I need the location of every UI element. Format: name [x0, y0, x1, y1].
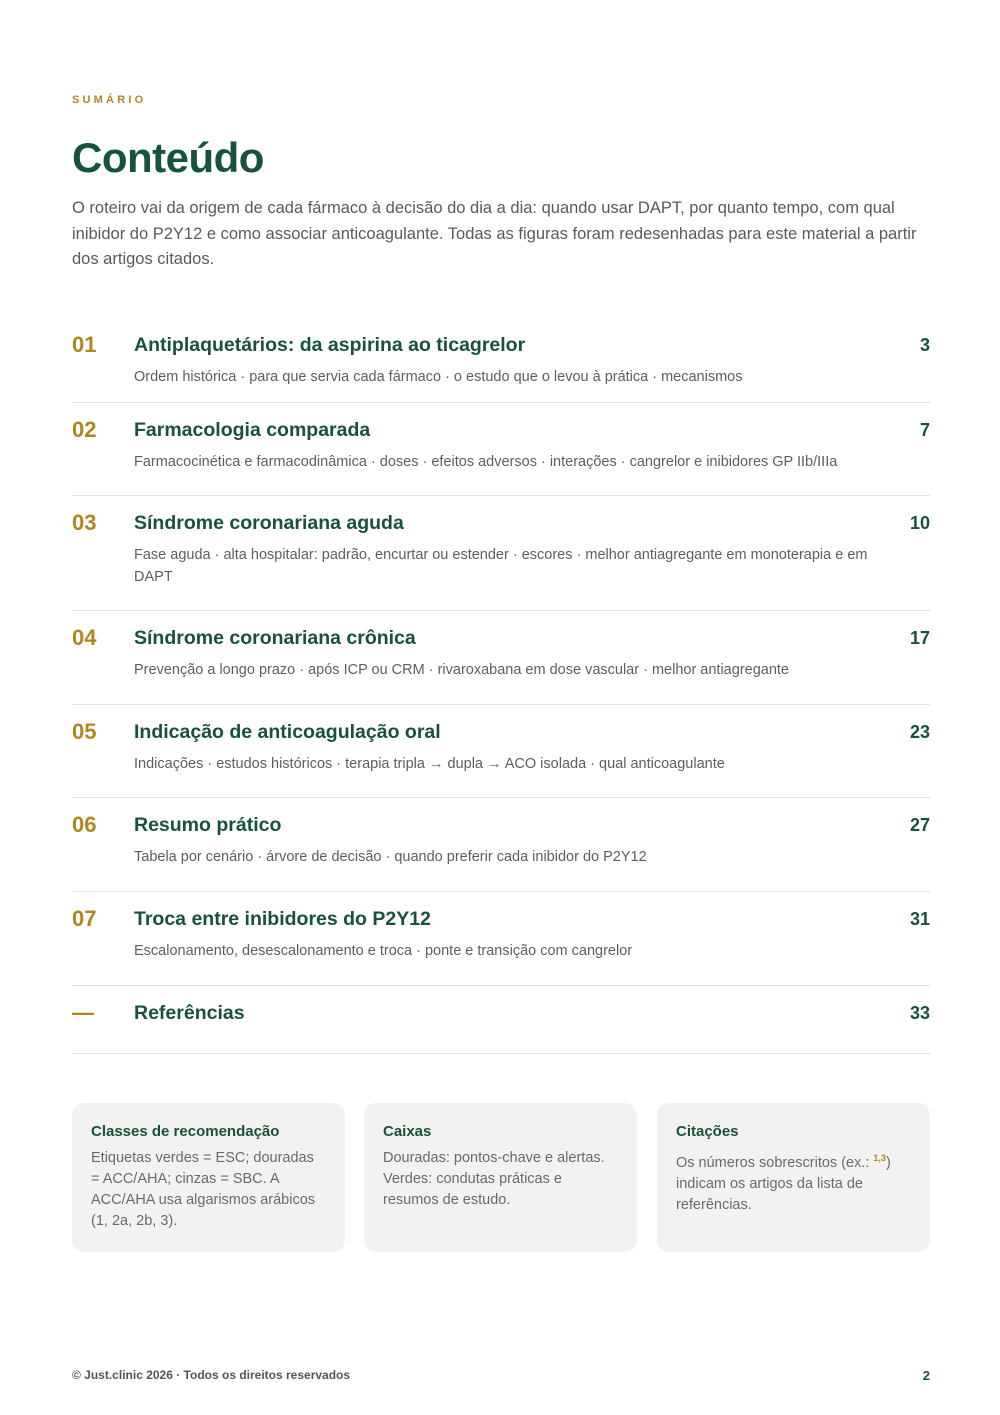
- toc-number: 01: [72, 332, 97, 357]
- toc-row[interactable]: [72, 892, 930, 986]
- card-text: [676, 1148, 911, 1216]
- card-title: Citações: [676, 1123, 739, 1140]
- card-text: Douradas: pontos-chave e alertas. Verdes: condutas práticas e resumos de estudo.: [383, 1150, 605, 1208]
- intro-paragraph: O roteiro vai da origem de cada fármaco à decisão do dia a dia: quando usar DAPT, por quanto tempo, com qual inibidor do P2Y12 e como associar anticoagulante. Todas as figuras foram redesenhadas para este material a partir dos artigos citados.: [72, 199, 917, 268]
- card-text-after: ) indicam os artigos da lista de referências.: [676, 1155, 891, 1213]
- card-text: Etiquetas verdes = ESC; douradas = ACC/AHA; cinzas = SBC. A ACC/AHA usa algarismos arábicos (1, 2a, 2b, 3).: [91, 1150, 316, 1229]
- toc-title[interactable]: Síndrome coronariana aguda: [134, 512, 404, 534]
- toc-subtitle: Farmacocinética e farmacodinâmica · doses · efeitos adversos · interações · cangrelor e inibidores GP IIb/IIIa: [134, 454, 838, 470]
- toc-number: —: [72, 1000, 94, 1025]
- toc-number: 05: [72, 719, 97, 744]
- toc-number: 02: [72, 417, 97, 442]
- toc-number: 07: [72, 906, 97, 931]
- card-recommendation-classes: [72, 1103, 345, 1252]
- toc-subtitle: Ordem histórica · para que servia cada fármaco · o estudo que o levou à prática · mecanismos: [134, 369, 743, 385]
- toc-title[interactable]: Resumo prático: [134, 814, 282, 836]
- toc-title[interactable]: Indicação de anticoagulação oral: [134, 721, 441, 743]
- toc-title[interactable]: Referências: [134, 1002, 245, 1024]
- card-citations: [657, 1103, 930, 1252]
- toc-body: [134, 334, 896, 388]
- page-title: Conteúdo: [72, 134, 264, 181]
- table-of-contents: [72, 320, 930, 1054]
- card-text-before: Os números sobrescritos (ex.:: [676, 1155, 874, 1171]
- toc-row[interactable]: [72, 986, 930, 1054]
- toc-row[interactable]: [72, 496, 930, 611]
- footer-copyright: © Just.clinic 2026 · Todos os direitos reservados: [72, 1368, 351, 1382]
- toc-body: [134, 1002, 896, 1025]
- toc-subtitle: Fase aguda · alta hospitalar: padrão, encurtar ou estender · escores · melhor antiagregante em monoterapia e em DAPT: [134, 547, 868, 585]
- toc-body: [134, 814, 896, 868]
- footer-page-number: 2: [922, 1368, 930, 1383]
- toc-row[interactable]: [72, 705, 930, 798]
- toc-title[interactable]: Farmacologia comparada: [134, 419, 371, 441]
- toc-number: 03: [72, 510, 97, 535]
- toc-page-number: 23: [909, 722, 930, 742]
- toc-page-number: 17: [909, 628, 930, 648]
- toc-title[interactable]: Síndrome coronariana crônica: [134, 627, 416, 649]
- citation-superscript: 1,3: [873, 1153, 886, 1163]
- toc-row[interactable]: [72, 611, 930, 705]
- toc-number: 04: [72, 625, 97, 650]
- section-eyebrow: SUMÁRIO: [72, 94, 147, 106]
- toc-title[interactable]: Antiplaquetários: da aspirina ao ticagrelor: [134, 334, 526, 356]
- toc-subtitle: Escalonamento, desescalonamento e troca · ponte e transição com cangrelor: [134, 943, 633, 959]
- toc-body: [134, 908, 896, 962]
- toc-subtitle: Tabela por cenário · árvore de decisão · quando preferir cada inibidor do P2Y12: [134, 849, 647, 865]
- toc-row[interactable]: [72, 403, 930, 496]
- toc-body: [134, 419, 896, 473]
- card-title: Caixas: [383, 1123, 432, 1140]
- toc-row[interactable]: [72, 320, 930, 403]
- toc-number: 06: [72, 812, 97, 837]
- toc-page-number: 10: [909, 513, 930, 533]
- card-boxes: [364, 1103, 637, 1252]
- toc-subtitle: Prevenção a longo prazo · após ICP ou CRM · rivaroxabana em dose vascular · melhor antiagregante: [134, 662, 789, 678]
- toc-page-number: 33: [909, 1003, 930, 1023]
- toc-body: [134, 512, 896, 588]
- page-footer: [72, 1368, 930, 1382]
- toc-body: [134, 721, 896, 775]
- legend-cards: [72, 1103, 930, 1252]
- card-title: Classes de recomendação: [91, 1123, 280, 1140]
- toc-row[interactable]: [72, 798, 930, 892]
- toc-body: [134, 627, 896, 681]
- toc-subtitle: Indicações · estudos históricos · terapia tripla → dupla → ACO isolada · qual anticoagulante: [134, 756, 725, 772]
- toc-page-number: 7: [919, 420, 930, 440]
- toc-page-number: 27: [909, 815, 930, 835]
- toc-page-number: 3: [919, 335, 930, 355]
- toc-title[interactable]: Troca entre inibidores do P2Y12: [134, 908, 431, 930]
- toc-page-number: 31: [909, 909, 930, 929]
